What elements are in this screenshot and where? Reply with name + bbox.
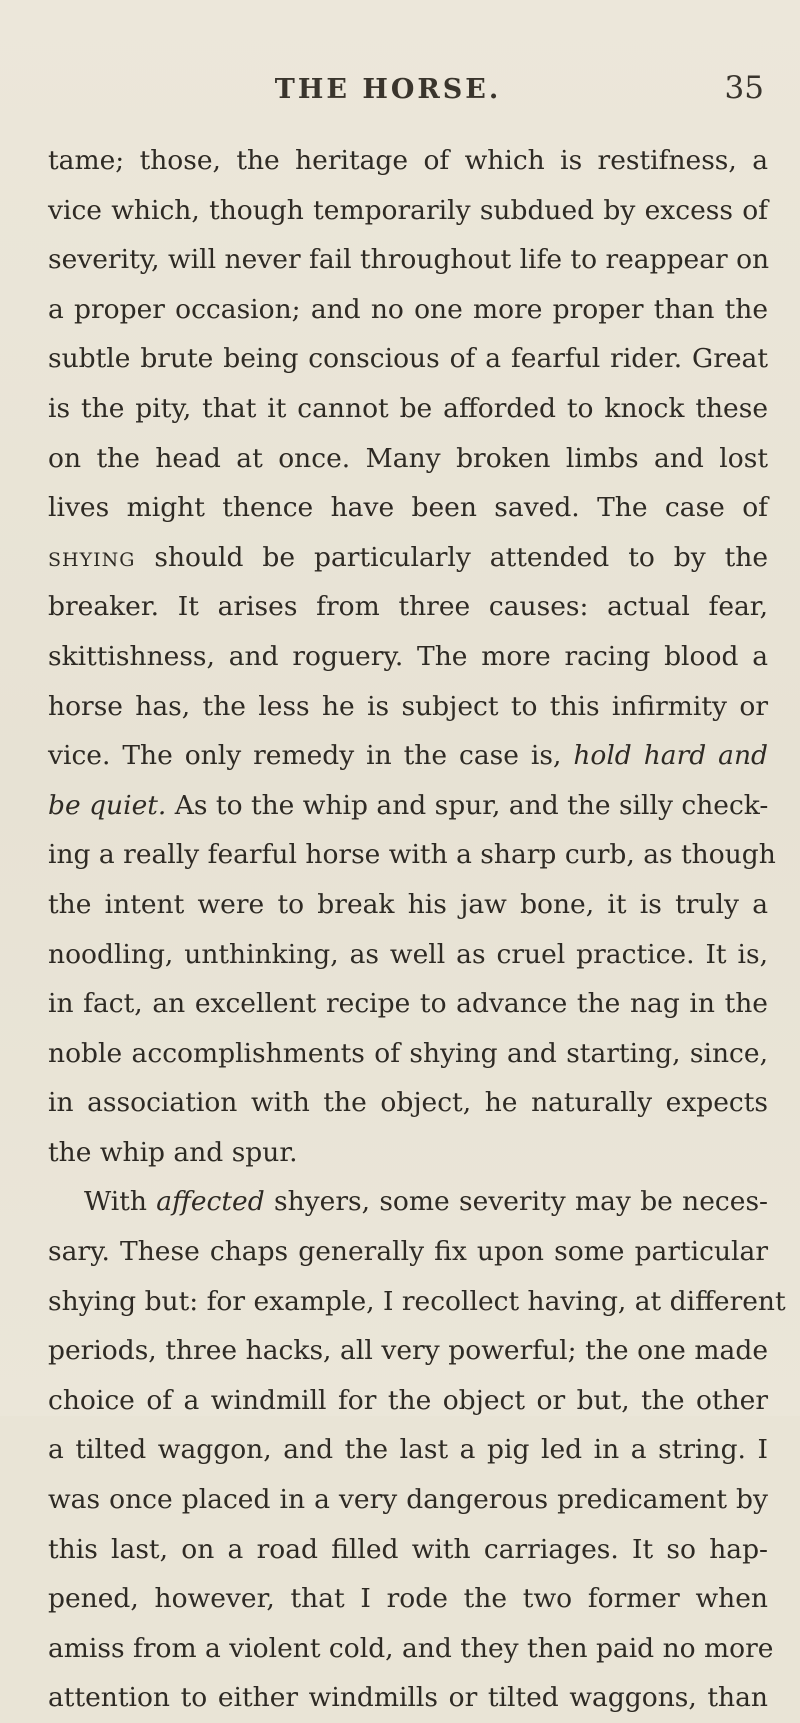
text-line: lives might thence have been saved. The case of [48, 492, 768, 524]
text-line: amiss from a violent cold, and they then paid no more [48, 1632, 774, 1664]
running-head [48, 0, 768, 106]
text-line: noodling, unthinking, as well as cruel practice. It is, [48, 938, 768, 970]
text-line: sary. These chaps generally fix upon some particular [48, 1236, 768, 1268]
body-text [48, 136, 786, 1723]
text-line: in fact, an excellent recipe to advance the nag in the [48, 988, 768, 1020]
text-line: this last, on a road filled with carriages. It so hap- [48, 1533, 768, 1565]
italic-phrase: hold hard and [573, 740, 768, 772]
text-run: As to the whip and spur, and the silly check- [166, 789, 769, 821]
text-line: periods, three hacks, all very powerful; the one made [48, 1335, 768, 1367]
text-line: attention to either windmills or tilted waggons, than [48, 1682, 768, 1714]
running-title: THE HORSE. [274, 74, 502, 105]
text-line: shying but: for example, I recollect having, at different [48, 1285, 786, 1317]
small-caps-term: shying [48, 541, 136, 573]
text-line [48, 533, 768, 583]
text-line [48, 731, 768, 781]
text-line: pened, however, that I rode the two former when [48, 1583, 768, 1615]
italic-word: affected [156, 1186, 265, 1218]
italic-phrase: be quiet. [48, 789, 167, 821]
text-line: horse has, the less he is subject to this infirmity or [48, 690, 768, 722]
page-number: 35 [724, 70, 764, 106]
text-line: on the head at once. Many broken limbs and lost [48, 442, 768, 474]
text-line: in association with the object, he naturally expects [48, 1087, 768, 1119]
text-line [48, 781, 768, 831]
text-line: skittishness, and roguery. The more racing blood a [48, 640, 768, 672]
text-line: vice which, though temporarily subdued by excess of [48, 194, 768, 226]
text-line: tame; those, the heritage of which is restifness, a [48, 145, 768, 176]
text-run: should be particularly attended to by the [135, 541, 768, 573]
text-run: vice. The only remedy in the case is, [48, 740, 574, 772]
text-line: is the pity, that it cannot be afforded to knock these [48, 392, 768, 424]
text-line: a tilted waggon, and the last a pig led in a string. I [48, 1434, 768, 1466]
text-line [48, 1177, 768, 1227]
text-line: choice of a windmill for the object or but, the other [48, 1384, 768, 1416]
text-line: was once placed in a very dangerous predicament by [48, 1484, 768, 1516]
text-run: shyers, some severity may be neces- [264, 1186, 768, 1218]
text-line: noble accomplishments of shying and starting, since, [48, 1037, 768, 1069]
text-line: a proper occasion; and no one more proper than the [48, 293, 768, 325]
text-run: With [84, 1186, 157, 1218]
text-line: breaker. It arises from three causes: actual fear, [48, 591, 768, 623]
text-line: severity, will never fail throughout life to reappear on [48, 244, 770, 276]
text-line: the intent were to break his jaw bone, it is truly a [48, 888, 768, 920]
text-line: the whip and spur. [48, 1136, 298, 1168]
text-line: subtle brute being conscious of a fearful rider. Great [48, 343, 768, 375]
text-line: ing a really fearful horse with a sharp curb, as though [48, 839, 776, 871]
